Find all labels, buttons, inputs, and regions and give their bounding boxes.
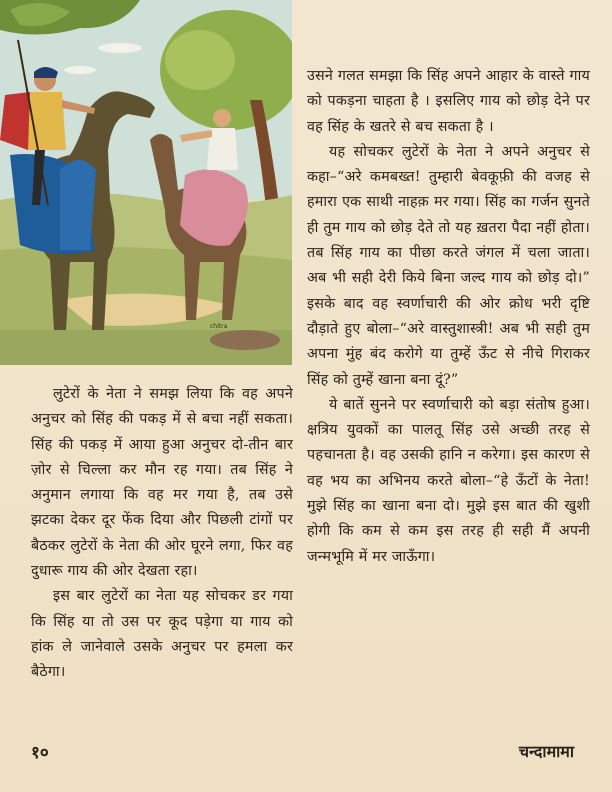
paragraph: यह सोचकर लुटेरों के नेता ने अपने अनुचर से कहा–“अरे कमबख्त! तुम्हारी बेवकूफ़ी की वजह से हमारा एक साथी नाहक़ मर गया। सिंह का गर्जन सुनते ही तुम गाय को छोड़ देते तो यह ख़तरा पैदा नहीं होता। तब सिंह गाय का पीछा करते जंगल में चला जाता। अब भी सही देरी किये बिना जल्द गाय को छोड़ दो।” इसके बाद वह स्वर्णाचारी की ओर क्रोध भरी दृष्टि दौड़ाते हुए बोला–“अरे वास्तुशास्त्री! अब भी सही तुम अपना मुंह बंद करोगे या तुम्हें ऊँट से नीचे गिराकर सिंह को तुम्हें खाना बना दूं?” <box>307 143 590 388</box>
artist-signature: chitra <box>210 323 228 330</box>
right-text-column <box>307 64 590 570</box>
left-text-column <box>31 382 293 686</box>
paragraph: ये बातें सुनने पर स्वर्णाचारी को बड़ा संतोष हुआ। क्षत्रिय युवकों का पालतू सिंह उसे अच्छी तरह से पहचानता है। वह उसकी हानि न करेगा। इस कारण से वह भय का अभिनय करते बोला–“हे ऊँटों के नेता! मुझे सिंह का खाना बना दो। मुझे इस बात की खुशी होगी कि कम से कम इस तरह ही सही मैं अपनी जन्मभूमि में मर जाऊँगा। <box>307 396 590 565</box>
paragraph: इस बार लुटेरों का नेता यह सोचकर डर गया कि सिंह या तो उस पर कूद पड़ेगा या गाय को हांक ले जानेवाले उसके अनुचर पर हमला कर बैठेगा। <box>31 588 293 681</box>
story-illustration <box>0 0 292 365</box>
page-number: १० <box>31 743 49 763</box>
paragraph: उसने गलत समझा कि सिंह अपने आहार के वास्ते गाय को पकड़ना चाहता है । इसलिए गाय को छोड़ देने पर वह सिंह के खतरे से बच सकता है । <box>307 68 590 135</box>
paragraph: लुटेरों के नेता ने समझ लिया कि वह अपने अनुचर को सिंह की पकड़ में से बचा नहीं सकता। सिंह की पकड़ में आया हुआ अनुचर दो-तीन बार ज़ोर से चिल्ला कर मौन रह गया। तब सिंह ने अनुमान लगाया कि वह मर गया है, तब उसे झटका देकर दूर फेंक दिया और पिछली टांगों पर बैठकर लुटेरों के नेता की ओर घूरने लगा, फिर वह दुधारू गाय की ओर देखता रहा। <box>31 386 293 580</box>
magazine-name: चन्दामामा <box>518 742 574 761</box>
